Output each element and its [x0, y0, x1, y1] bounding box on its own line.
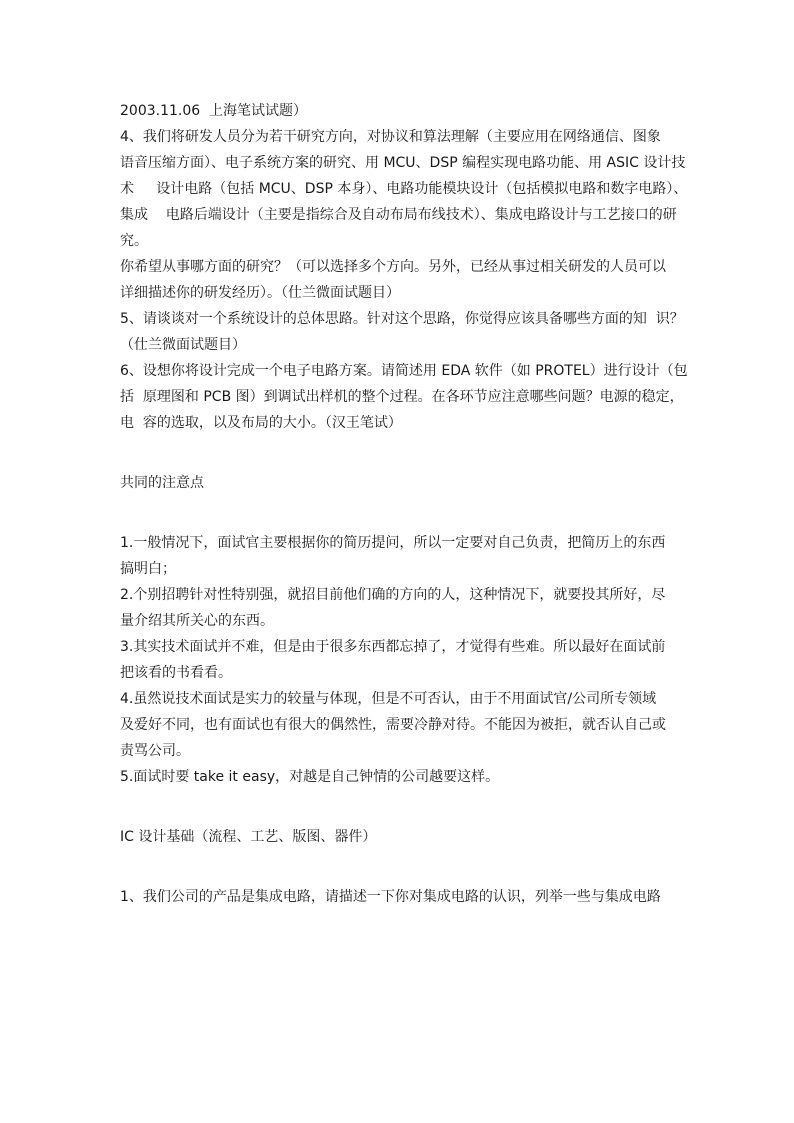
- common-point-line-7: 4.虽然说技术面试是实力的较量与体现，但是不可否认，由于不用面试官/公司所专领域: [120, 691, 657, 707]
- spacer: [120, 790, 680, 824]
- common-point-line-1: 1.一般情况下，面试官主要根据你的简历提问，所以一定要对自己负责，把简历上的东西: [120, 535, 666, 551]
- q6-line-1: 6、设想你将设计完成一个电子电路方案。请简述用 EDA 软件（如 PROTEL）进行设计（包: [120, 363, 688, 379]
- q4-follow-line-2: 详细描述你的研发经历）。（仕兰微面试题目）: [120, 285, 400, 301]
- spacer: [120, 436, 680, 470]
- spacer: [120, 496, 680, 530]
- q6-line-2: 括 原理图和 PCB 图）到调试出样机的整个过程。在各环节应注意哪些问题？电源的稳定，: [120, 389, 684, 405]
- common-point-line-8: 及爱好不同，也有面试也有很大的偶然性，需要冷静对待。不能因为被拒，就否认自己或: [120, 717, 666, 733]
- q5-line-1: 5、请谈谈对一个系统设计的总体思路。针对这个思路，你觉得应该具备哪些方面的知 识？: [120, 311, 684, 327]
- common-point-line-4: 量介绍其所关心的东西。: [120, 613, 274, 629]
- section-ic-heading: IC 设计基础（流程、工艺、版图、器件）: [120, 829, 377, 845]
- q4-line-1: 4、我们将研发人员分为若干研究方向，对协议和算法理解（主要应用在网络通信、图象: [120, 129, 661, 145]
- header-line: 2003.11.06 上海笔试试题）: [120, 103, 308, 119]
- document-body: [120, 98, 688, 910]
- spacer: [120, 850, 680, 884]
- ic-q1-line: 1、我们公司的产品是集成电路，请描述一下你对集成电路的认识，列举一些与集成电路: [120, 889, 661, 905]
- q4-line-5: 究。: [120, 233, 148, 249]
- common-point-line-5: 3.其实技术面试并不难，但是由于很多东西都忘掉了，才觉得有些难。所以最好在面试前: [120, 639, 666, 655]
- common-point-line-6: 把该看的书看看。: [120, 665, 232, 681]
- common-point-line-3: 2.个别招聘针对性特别强，就招目前他们确的方向的人，这种情况下，就要投其所好，尽: [120, 587, 666, 603]
- q4-line-2: 语音压缩方面）、电子系统方案的研究、用 MCU、DSP 编程实现电路功能、用 ASIC 设计技: [120, 155, 686, 171]
- q5-line-2: （仕兰微面试题目）: [120, 337, 246, 353]
- common-point-line-9: 责骂公司。: [120, 743, 190, 759]
- q4-line-3: 术 设计电路（包括 MCU、DSP 本身）、电路功能模块设计（包括模拟电路和数字电路）、: [120, 181, 688, 197]
- common-point-line-10: 5.面试时要 take it easy，对越是自己钟情的公司越要这样。: [120, 769, 500, 785]
- q4-line-4: 集成 电路后端设计（主要是指综合及自动布局布线技术）、集成电路设计与工艺接口的研: [120, 207, 677, 223]
- q6-line-3: 电 容的选取，以及布局的大小。（汉王笔试）: [120, 415, 402, 431]
- common-point-line-2: 搞明白；: [120, 561, 176, 577]
- section-common-heading: 共同的注意点: [120, 475, 204, 491]
- q4-follow-line-1: 你希望从事哪方面的研究？（可以选择多个方向。另外，已经从事过相关研发的人员可以: [120, 259, 666, 275]
